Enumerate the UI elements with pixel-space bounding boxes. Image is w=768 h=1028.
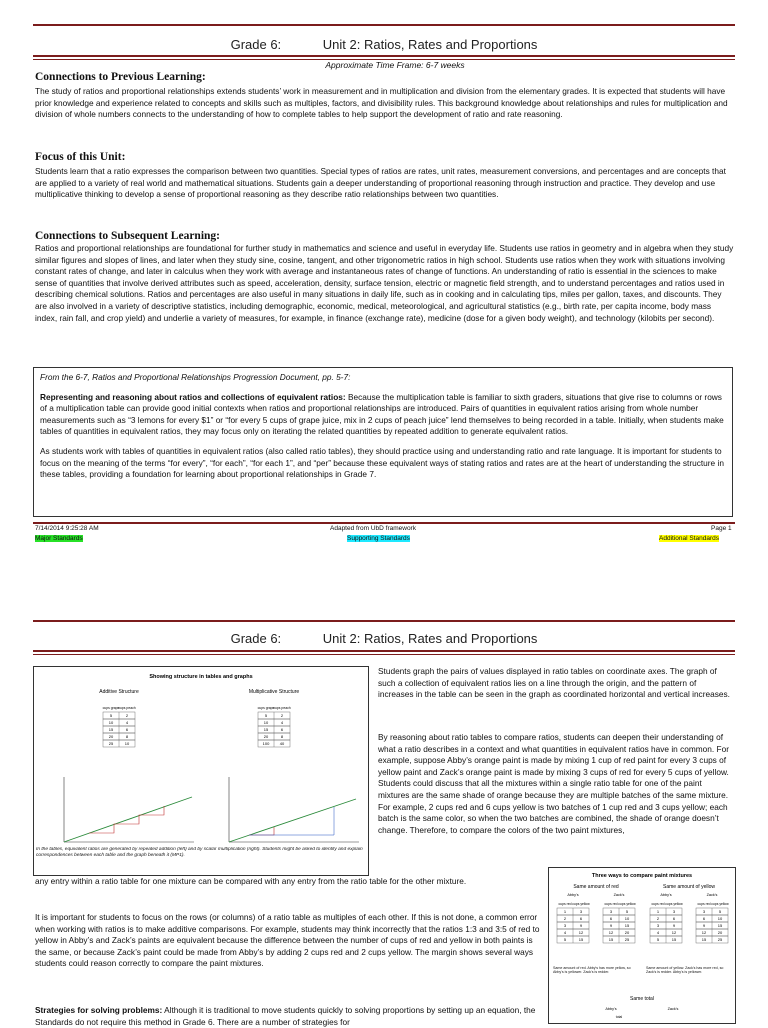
paint-zack-right-cell: 9 <box>702 923 706 928</box>
paint-bottom-heading: Same total <box>630 996 654 1002</box>
footer-rule <box>33 522 735 524</box>
paint-abby-right-cell: 5 <box>656 937 660 942</box>
paint-abby-right-cell: 4 <box>656 930 660 935</box>
additive-table-cell: 8 <box>125 734 129 739</box>
paint-zack-left-col1-header: cups red <box>604 902 618 906</box>
multiplicative-table-cell: 20 <box>263 734 269 739</box>
multiplicative-table-cell: 40 <box>279 741 285 746</box>
paint-abby-left-cell: 15 <box>578 937 584 942</box>
page2-header-top-rule <box>33 620 735 622</box>
paint-abby-left-col1-header: cups red <box>558 902 572 906</box>
paint-zack-right-cell: 25 <box>717 937 723 942</box>
structure-figure-svg <box>34 667 368 875</box>
paint-zack-right-cell: 5 <box>718 909 722 914</box>
paint-abby-right-cell: 2 <box>656 916 660 921</box>
paint-note-left: Same amount of red. Abby's has more yellow, so Abby's is yellower. Zack's is redder. <box>553 966 631 975</box>
multiplicative-graph <box>229 777 359 842</box>
figure-right-label: Multiplicative Structure <box>248 689 300 695</box>
page2-unit-title: Unit 2: Ratios, Rates and Proportions <box>322 631 538 646</box>
paint-zack-left-cell: 15 <box>608 937 614 942</box>
strategies-heading: Strategies for solving problems: <box>35 1005 163 1015</box>
full-col-para-2: It is important for students to focus on the rows (or columns) of a ratio table as multiples of each other. If this is not done, a common error when working with ratios is to make additive comparisons. For example, students may think incorrectly that the ratios 1:3 and 3:5 of red to yellow in Abby’s and Zack’s paints are equivalent because the difference between the number of cups of red and yellow in both paints is the same, or because Zack’s paint could be made from Abby’s by adding 2 cups red and 2 cups yellow. The margin shows several ways students could reason correctly to compare the paint mixtures. <box>35 912 540 969</box>
right-col-para-1: Students graph the pairs of values displayed in ratio tables on coordinate axes. The graph of such a collection of equivalent ratios lies on a line through the origin, and the pattern of increases in the table can be seen in the graph as coordinated horizontal and vertical increases. <box>378 666 730 700</box>
paint-abby-right-cell: 15 <box>671 937 677 942</box>
additive-table-cell: 10 <box>124 741 130 746</box>
multiplicative-table-cell: 15 <box>263 727 269 732</box>
paint-zack-right-cell: 12 <box>701 930 707 935</box>
paint-zack-label-left: Zack's <box>613 893 625 897</box>
strategies-text: Although it is traditional to move students quickly to solving proportions by setting up an equation, the Standards do not require this method in Grade 6. There are a number of strategies for <box>35 1005 536 1027</box>
multiplicative-table-col2-header: cups peach <box>273 706 291 710</box>
paint-zack-right-cell: 15 <box>701 937 707 942</box>
multiplicative-table-cell: 8 <box>280 734 284 739</box>
quote-paragraph-2: As students work with tables of quantities in equivalent ratios (also called ratio tables), they should practice using and understanding ratio and rate language. It is important for students to focus on the meaning of the terms “for every”, “for each”, “for each 1”, and “per” because these equivalent ways of stating ratios and rates are at the heart of understanding the structure in these tables, providing a foundation for learning about proportional relationships in Grade 7. <box>40 445 724 480</box>
paint-zack-left-cell: 9 <box>609 923 613 928</box>
page1-grade: Grade 6: <box>230 37 282 52</box>
section-heading-previous: Connections to Previous Learning: <box>35 71 206 83</box>
paint-abby-right-col2-header: cups yellow <box>665 902 683 906</box>
paint-abby-left-cell: 2 <box>563 916 567 921</box>
additive-table-cell: 20 <box>108 734 114 739</box>
header-top-rule <box>33 24 735 26</box>
multiplicative-table-cell: 10 <box>263 720 269 725</box>
page2-header <box>0 631 768 646</box>
paint-abby-right-cell: 9 <box>672 923 676 928</box>
multiplicative-table-cell: 4 <box>280 720 284 725</box>
header-bottom-rule <box>33 55 735 57</box>
paint-abby-left-cell: 5 <box>563 937 567 942</box>
quote-paragraph-1 <box>40 392 726 438</box>
section-heading-focus: Focus of this Unit: <box>35 151 126 163</box>
paint-zack-left-cell: 15 <box>624 923 630 928</box>
additive-table-col2-header: cups peach <box>118 706 136 710</box>
paint-abby-right-col1-header: cups red <box>651 902 665 906</box>
paint-abby-left-cell: 3 <box>579 909 583 914</box>
legend-supporting-standards: Supporting Standards <box>347 535 410 542</box>
right-col-para-2: By reasoning about ratio tables to compare ratios, students can deepen their understanding of what a ratio describes in a context and what quantities in equivalent ratios have in common. For example, suppose Abby’s orange paint is made by mixing 1 cup of red paint for every 3 cups of yellow paint and Zack’s orange paint is made by mixing 3 cups of red for every 5 cups of yellow. Students could discuss that all the mixtures within a single ratio table for one of the paint mixtures are the same shade of orange because they are multiple batches of the same mixture. For example, 2 cups red and 6 cups yellow is two batches of 1 cup red and 3 cups yellow; each batch is the same color, so when the two batches are combined, the shade of orange doesn’t change. Therefore, to compare the colors of the two paint mixtures, <box>378 732 729 835</box>
additive-table-cell: 25 <box>108 741 114 746</box>
additive-table-cell: 5 <box>109 713 113 718</box>
quote-bold-lead: Representing and reasoning about ratios and collections of equivalent ratios: <box>40 391 346 402</box>
progression-quote-box <box>33 367 733 517</box>
paint-zack-left-col2-header: cups yellow <box>618 902 636 906</box>
structure-figure <box>33 666 369 876</box>
paint-abby-left-cell: 1 <box>563 909 567 914</box>
paint-zack-label-right: Zack's <box>706 893 718 897</box>
paint-bottom-abby: Abby's <box>605 1007 617 1011</box>
additive-graph <box>64 777 194 842</box>
multiplicative-table-cell: 100 <box>262 741 270 746</box>
paint-abby-label-left: Abby's <box>567 893 579 897</box>
paint-right-heading: Same amount of yellow <box>663 884 715 890</box>
paint-zack-right-cell: 20 <box>717 930 723 935</box>
paint-zack-left-cell: 5 <box>625 909 629 914</box>
paint-zack-left-cell: 12 <box>608 930 614 935</box>
legend-major-standards: Major Standards <box>35 535 83 542</box>
paint-abby-right-cell: 12 <box>671 930 677 935</box>
additive-table <box>103 706 136 747</box>
paint-abby-label-right: Abby's <box>660 893 672 897</box>
paint-abby-left-col2-header: cups yellow <box>572 902 590 906</box>
section-heading-subsequent: Connections to Subsequent Learning: <box>35 230 220 242</box>
paint-zack-right-col2-header: cups yellow <box>711 902 729 906</box>
full-col-para-1: any entry within a ratio table for one mixture can be compared with any entry from the ratio table for the other mixture. <box>35 876 467 886</box>
paint-abby-left-cell: 6 <box>579 916 583 921</box>
figure-title: Showing structure in tables and graphs <box>149 674 253 680</box>
multiplicative-table-cell: 5 <box>264 713 268 718</box>
paint-abby-right-cell: 3 <box>672 909 676 914</box>
paint-zack-left-cell: 3 <box>609 909 613 914</box>
paint-abby-right-cell: 6 <box>672 916 676 921</box>
paint-note-right: Same amount of yellow. Zack's has more red, so Zack's is redder. Abby's is yellower. <box>646 966 724 975</box>
paint-figure-title: Three ways to compare paint mixtures <box>591 873 693 879</box>
paint-bottom-total: total <box>615 1015 623 1019</box>
paint-left-heading: Same amount of red <box>573 884 619 890</box>
additive-table-cell: 2 <box>125 713 129 718</box>
paint-zack-right-cell: 6 <box>702 916 706 921</box>
paint-tables <box>557 893 729 943</box>
multiplicative-table <box>258 706 291 747</box>
additive-table-cell: 10 <box>108 720 114 725</box>
additive-table-col1-header: cups grape <box>102 706 120 710</box>
multiplicative-table-cell: 2 <box>280 713 284 718</box>
section-text-subsequent: Ratios and proportional relationships are foundational for further study in mathematics and science and useful in everyday life. Students use ratios in geometry and in algebra when they study similar figures and slopes of lines, and later when they study sine, cosine, tangent, and other trigonometric ratios in high school. Students use ratios when they work with situations involving constant rates of change, and later in calculus when they work with average and instantaneous rates of change of functions. An understanding of ratio is essential in the sciences to make sense of quantities that involve derived attributes such as speed, acceleration, density, surface tension, electric or magnetic field strength, and to understand percentages and ratios used in describing chemical solutions. Ratios and percentages are also useful in many situations in daily life, such as in cooking and in calculating tips, miles per gallon, taxes, and discounts. They are also involved in a variety of descriptive statistics, including demographic, economic, medical, meteorological, and agricultural statistics (e.g., birth rate, per capita income, body mass index, rain fall, and crop yield) and underlie a variety of measures, for example, in finance (exchange rate), medicine (dose for a given body weight), and technology (kilobits per second). <box>35 243 734 323</box>
figure-caption: In the tables, equivalent ratios are generated by repeated addition (left) and by scalar multiplication (right). Students might be asked to identify and explain correspondences between each table and the graph beneath it (MP1). <box>36 847 363 858</box>
paint-zack-right-cell: 15 <box>717 923 723 928</box>
page2-header-bottom-rule <box>33 650 735 652</box>
section-text-focus: Students learn that a ratio expresses the comparison between two quantities. Special types of ratios are rates, unit rates, measurement conversions, and percentages and are concepts that are applied to a variety of real world and mathematical situations. Students gain a deeper understanding of proportional reasoning through instruction and practice. They develop and use multiplicative thinking to develop a sense of proportional reasoning as they describe ratio relationships between two quantities. <box>35 166 726 200</box>
paint-zack-left-cell: 6 <box>609 916 613 921</box>
page2-grade: Grade 6: <box>230 631 282 646</box>
paint-mixture-figure <box>548 867 736 1024</box>
additive-table-cell: 4 <box>125 720 129 725</box>
paint-zack-left-cell: 20 <box>624 930 630 935</box>
paint-zack-left-cell: 25 <box>624 937 630 942</box>
paint-abby-right-cell: 3 <box>656 923 660 928</box>
additive-table-cell: 6 <box>125 727 129 732</box>
paint-bottom-zack: Zack's <box>667 1007 679 1011</box>
footer-adapted: Adapted from UbD framework <box>330 525 416 532</box>
multiplicative-table-cell: 6 <box>280 727 284 732</box>
footer-date: 7/14/2014 9:25:28 AM <box>35 525 99 532</box>
paint-zack-left-cell: 10 <box>624 916 630 921</box>
additive-table-cell: 15 <box>108 727 114 732</box>
paint-abby-left-cell: 12 <box>578 930 584 935</box>
paint-zack-right-cell: 3 <box>702 909 706 914</box>
paint-zack-right-cell: 10 <box>717 916 723 921</box>
legend-additional-standards: Additional Standards <box>659 535 719 542</box>
multiplicative-table-col1-header: cups grape <box>257 706 275 710</box>
paint-abby-right-cell: 1 <box>656 909 660 914</box>
quote-p1-text: Because the multiplication table is familiar to sixth graders, situations that give rise to columns or rows of a multiplication table can provide good initial contexts when ratios and proportional relationships are introduced. Pairs of quantities in equivalent ratios arising from whole number measurements such as “3 lemons for every $1” or “for every 5 cups of grape juice, mix in 2 cups of peach juice” lend themselves to being recorded in a table. Initially, when students make tables of quantities in equivalent ratios, they may focus only on iterating the related quantities by repeated addition to generate equivalent ratios. <box>40 391 724 437</box>
paint-abby-left-cell: 4 <box>563 930 567 935</box>
paint-zack-right-col1-header: cups red <box>697 902 711 906</box>
paint-mixture-svg <box>549 868 735 1023</box>
time-frame: Approximate Time Frame: 6-7 weeks <box>325 60 465 70</box>
page2-header-bottom-rule-thin <box>33 654 735 655</box>
full-col-para-3 <box>35 1005 540 1028</box>
footer-page: Page 1 <box>711 525 732 532</box>
paint-abby-left-cell: 9 <box>579 923 583 928</box>
section-text-previous: The study of ratios and proportional relationships extends students’ work in measurement and in multiplication and division from the elementary grades. It is expected that students will have prior knowledge and experience related to concepts and skills such as multiples, factors, and divisibility rules. This background knowledge about relationships and rules for multiplication and division of whole numbers connects to the understanding of how to complete tables to help support the development of ratio and rate reasoning. <box>35 86 728 120</box>
page1-header <box>0 37 768 52</box>
paint-abby-left-cell: 3 <box>563 923 567 928</box>
quote-source: From the 6-7, Ratios and Proportional Relationships Progression Document, pp. 5-7: <box>40 372 351 382</box>
page1-unit-title: Unit 2: Ratios, Rates and Proportions <box>322 37 538 52</box>
figure-left-label: Additive Structure <box>99 689 139 695</box>
